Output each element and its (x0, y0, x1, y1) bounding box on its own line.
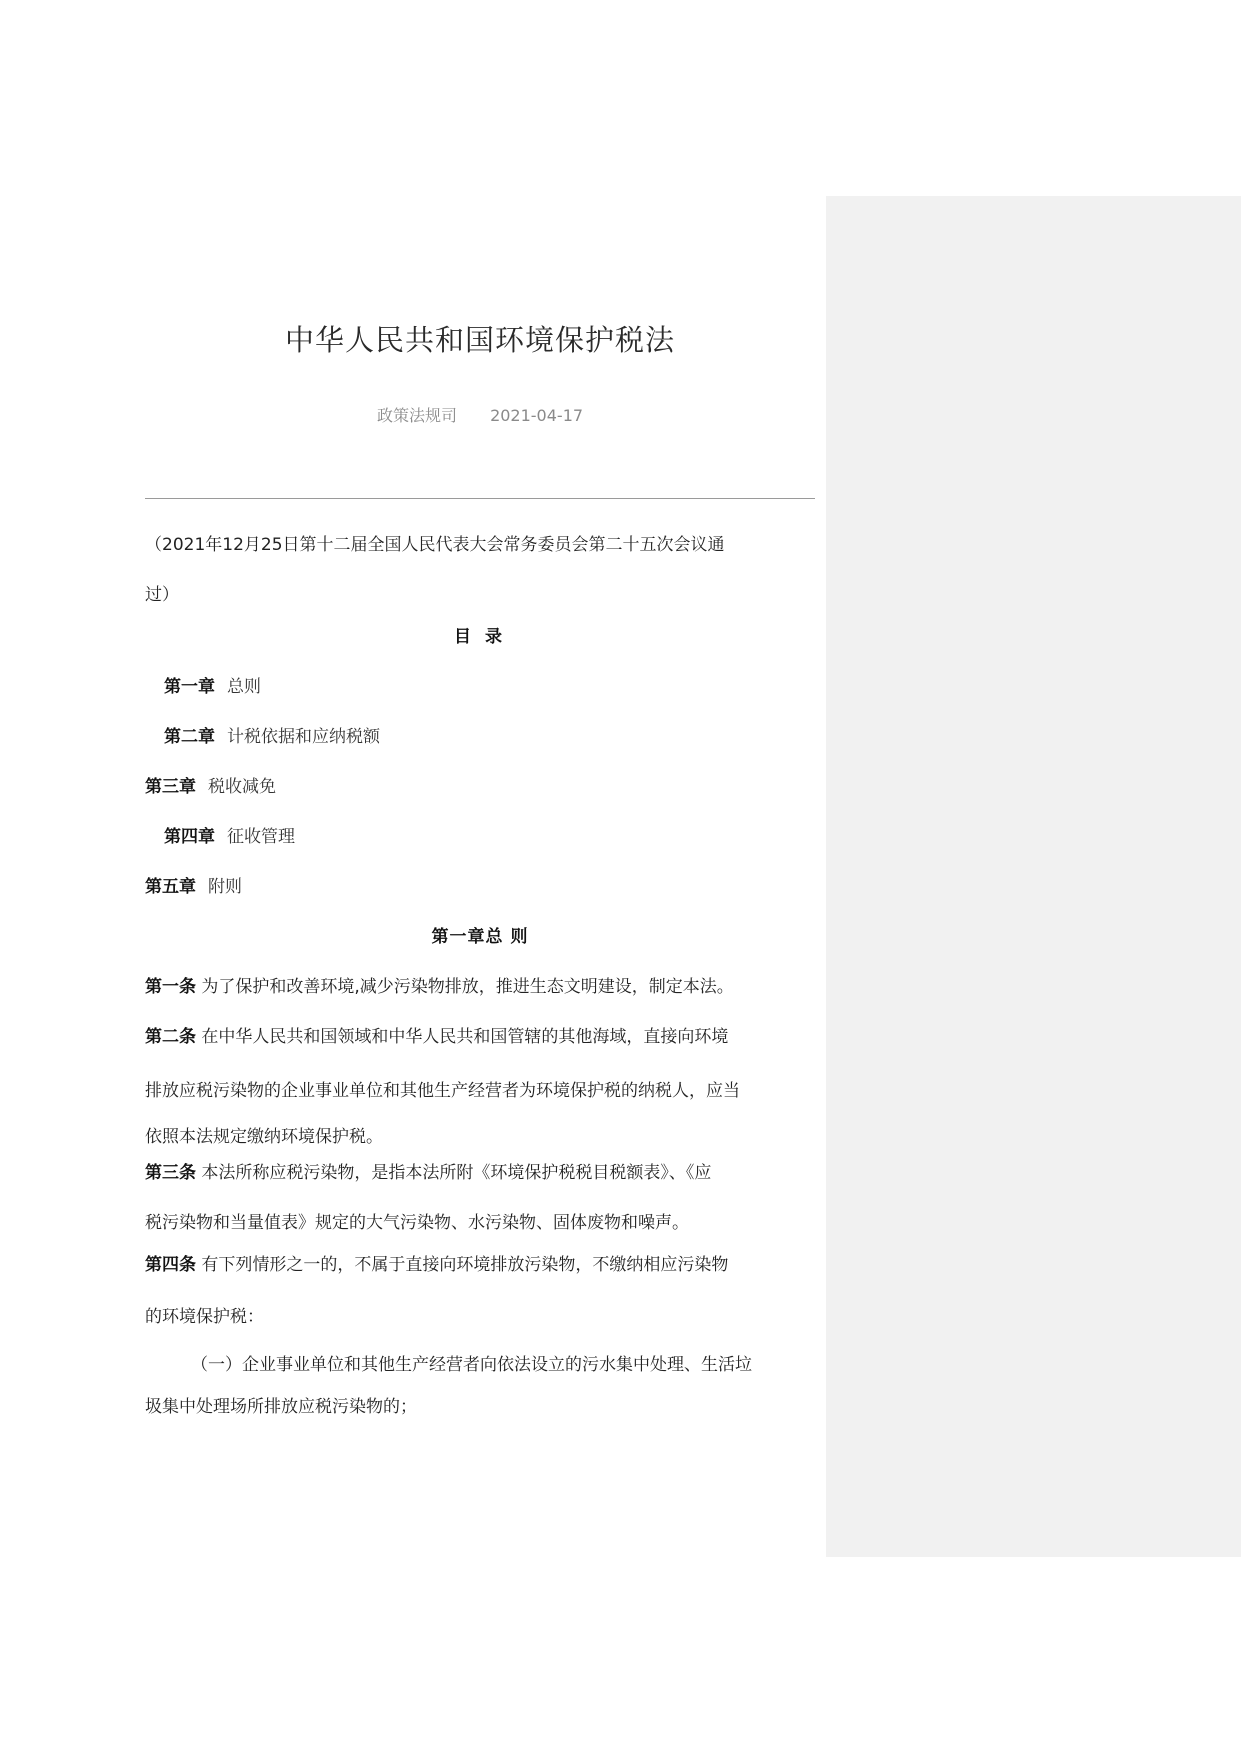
toc-item-label: 第三章 (145, 777, 196, 797)
article-label: 第三条 (145, 1163, 196, 1183)
toc-item-label: 第二章 (164, 727, 215, 747)
toc-item[interactable] (164, 672, 261, 697)
adoption-note-line-2: 过） (145, 585, 179, 605)
toc-item-title: 计税依据和应纳税额 (227, 727, 380, 747)
article-label: 第四条 (145, 1255, 196, 1275)
document-meta (145, 403, 815, 426)
toc-item-title: 征收管理 (227, 827, 295, 847)
article-label: 第一条 (145, 977, 196, 997)
toc-item[interactable] (164, 822, 295, 847)
article-text: 在中华人民共和国领域和中华人民共和国管辖的其他海域，直接向环境 (201, 1027, 729, 1047)
document-source: 政策法规司 (376, 406, 457, 425)
article-text-line: 税污染物和当量值表》规定的大气污染物、水污染物、固体废物和噪声。 (145, 1213, 689, 1233)
article-1 (145, 972, 734, 997)
article-text-line: 依照本法规定缴纳环境保护税。 (145, 1127, 383, 1147)
article-text: 为了保护和改善环境,减少污染物排放，推进生态文明建设，制定本法。 (201, 977, 734, 997)
article-text: 有下列情形之一的，不属于直接向环境排放污染物，不缴纳相应污染物 (201, 1255, 729, 1275)
article-text: 本法所称应税污染物，是指本法所附《环境保护税税目税额表》、《应 (201, 1163, 712, 1183)
adoption-note-line-1: （2021年12月25日第十二届全国人民代表大会常务委员会第二十五次会议通 (145, 535, 725, 555)
toc-item[interactable] (164, 722, 380, 747)
toc-item[interactable] (145, 772, 276, 797)
article-text-line: 的环境保护税： (145, 1307, 264, 1327)
article-item-line: 圾集中处理场所排放应税污染物的； (145, 1397, 417, 1417)
article-2 (145, 1022, 728, 1047)
article-label: 第二条 (145, 1027, 196, 1047)
toc-heading: 目 录 (454, 627, 506, 647)
toc-item-label: 第四章 (164, 827, 215, 847)
comment-pane (826, 196, 1241, 1557)
toc-item[interactable] (145, 872, 242, 897)
document-title: 中华人民共和国环境保护税法 (284, 323, 675, 357)
chapter-heading: 第一章总 则 (431, 927, 529, 947)
article-3 (145, 1158, 711, 1183)
toc-item-label: 第五章 (145, 877, 196, 897)
article-4 (145, 1250, 728, 1275)
divider (145, 498, 815, 499)
toc-item-title: 税收减免 (208, 777, 276, 797)
toc-item-title: 附则 (208, 877, 242, 897)
toc-item-title: 总则 (227, 677, 261, 697)
article-item-line: （一）企业事业单位和其他生产经营者向依法设立的污水集中处理、生活垃 (191, 1355, 752, 1375)
toc-item-label: 第一章 (164, 677, 215, 697)
document-date: 2021-04-17 (490, 406, 584, 425)
article-text-line: 排放应税污染物的企业事业单位和其他生产经营者为环境保护税的纳税人，应当 (145, 1081, 740, 1101)
